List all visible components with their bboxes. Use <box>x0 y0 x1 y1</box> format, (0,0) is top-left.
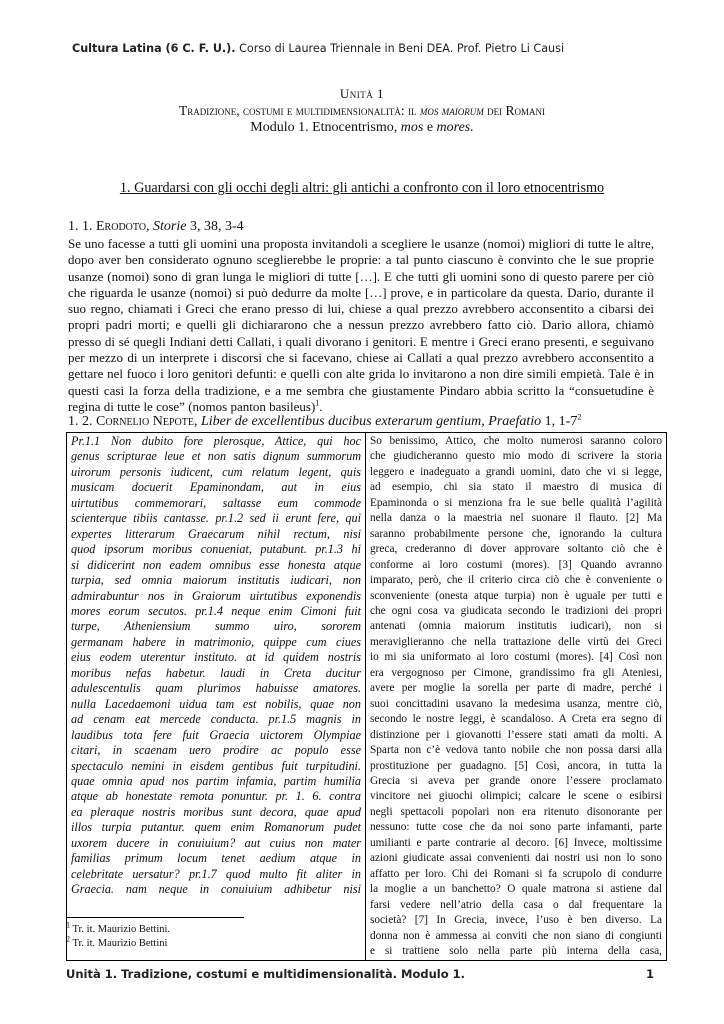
italian-line: umilianti e parte contrarie al decoro. [6] Invece, moltissime <box>370 836 662 849</box>
sub2-author: Cornelio Nepote <box>96 414 194 429</box>
course-description: Corso di Laurea Triennale in Beni DEA. Prof. Pietro Li Causi <box>235 42 565 55</box>
subsection-herodotus <box>68 219 244 235</box>
italian-line: ad esempio, chi sia stato il maestro di musica di <box>370 481 662 494</box>
running-header <box>72 42 564 55</box>
latin-line: scienterque tibiis cantasse. pr.1.2 sed ii erunt fere, qui <box>71 511 361 526</box>
italian-line: Sparta non c’è vedova tanto nobile che non possa darsi alla <box>370 744 662 757</box>
herodotus-line: gettare nel fuoco i loro genitori defunti: e quelli con alte grida lo invitarono a non dire simili empietà. Tale è in <box>68 366 654 382</box>
italian-line: Epaminonda o si menziona fra le sue belle qualità l’agilità <box>370 496 662 509</box>
herodotus-line: suo regno, chiamati i Greci che erano presso di lui, chiese a qual prezzo avrebbero acconsentito a cibarsi dei <box>68 301 654 317</box>
herodotus-line: usanze (nomoi) sono di gran lunga le migliori di tutte […]. E che tutti gli uomini sono di questo parere per ciò <box>68 268 654 284</box>
sub2-ref: 1, 1-7 <box>541 414 578 429</box>
latin-line: Graecia. nam neque in conuiuium adhibetur nisi <box>71 882 361 897</box>
page-number: 1 <box>645 967 654 981</box>
module-title-a: Modulo 1. Etnocentrismo, <box>250 120 401 135</box>
herodotus-line: propri padri morti; e quelli gli dichiararono che a nessun prezzo avrebbero fatto ciò. Dario allora, chiamò <box>68 317 654 333</box>
footnote-divider <box>66 917 244 918</box>
italian-line: farsi vedere nell’atrio della casa o dal frequentare la <box>370 898 662 911</box>
footnote-2-text: Tr. it. Maurizio Bettini <box>72 938 168 949</box>
latin-line: ad cenam eat mercede conducta. pr.1.5 magnis in <box>71 712 361 727</box>
table-row <box>67 433 667 961</box>
italian-line: azioni giudicate assai convenienti dai nostri usi non lo sono <box>370 852 662 865</box>
latin-line: turpia, sed omnia maiorum institutis iudicari, non <box>71 573 361 588</box>
italian-line: imparato, però, che il criterio circa ciò che è conveniente o <box>370 574 662 587</box>
italian-line: saranno probabilmente persone che, ignorando la cultura <box>370 527 662 540</box>
footnote-ref-2: 2 <box>577 412 582 422</box>
latin-line: celebritate uersatur? pr.1.7 quod multo fit aliter in <box>71 866 361 881</box>
italian-line: e si trattiene solo nella parte più interna della casa, <box>370 944 662 957</box>
footnote-1-text: Tr. it. Maurizio Bettini. <box>72 924 171 935</box>
footnote-2-marker: 2 <box>66 934 70 944</box>
italian-line: distinzione per i giovanotti l’essere stati amati da molti. A <box>370 728 662 741</box>
italian-line: vincitore nei giuochi olimpici; calcare le scene o esibirsi <box>370 790 662 803</box>
latin-line: nulla Lacedaemoni uidua tam est nobilis, quae non <box>71 696 361 711</box>
subsection-nepos <box>68 414 581 430</box>
latin-line: adulescentulis quam plurimos habuisse amatores. <box>71 681 361 696</box>
latin-line: mores eorum secutos. pr.1.4 neque enim Cimoni fuit <box>71 603 361 618</box>
herodotus-line: dopo aver ben considerato ognuno sceglierebbe le proprie: a tal punto ciascuno è convinto che le sue proprie <box>68 252 654 268</box>
parallel-text-table <box>66 432 667 961</box>
latin-line: uirorum personis iudicent, cum relatum legent, quis <box>71 464 361 479</box>
italian-line: avere per moglie la sorella per parte di madre, perché i <box>370 682 662 695</box>
footnote-1-marker: 1 <box>66 920 70 930</box>
italian-line: era vergognoso per Cimone, grandissimo fra gli Ateniesi, <box>370 666 662 679</box>
italian-line: Grecia si aveva per grande onore l’essere proclamato <box>370 774 662 787</box>
italian-line: prostituzione per guadagno. [5] Così, ancora, in tutta la <box>370 759 662 772</box>
italian-line: suoi concittadini usavano la medesima usanza, mentre ciò, <box>370 697 662 710</box>
unit-heading: Unità 1 <box>339 86 385 101</box>
sub1-author: Erodoto <box>96 219 147 234</box>
module-title-c: e <box>423 120 437 135</box>
section-heading: 1. Guardarsi con gli occhi degli altri: gli antichi a confronto con il loro etnocentrismo <box>119 180 605 196</box>
italian-line: società? [7] In Grecia, invece, l’uso è ben diverso. La <box>370 914 662 927</box>
latin-line: illos turpia putantur. quem enim Romanorum pudet <box>71 820 361 835</box>
module-title-b: mos <box>400 120 424 135</box>
latin-line: atque ab honestate remota ponuntur. pr. 1. 6. contra <box>71 789 361 804</box>
latin-line: eius eodem uterentur instituto. at id quidem nostris <box>71 650 361 665</box>
herodotus-last-text: regina di tutte le cose” (nomos panton basileus) <box>68 398 316 414</box>
footnote-1 <box>66 920 171 935</box>
sub1-sep: , <box>146 219 154 234</box>
latin-line: turpe, Atheniensium summo uiro, sororem <box>71 619 361 634</box>
herodotus-line: che riguarda le usanze (nomoi) si può dedurre da molte […] prove, e in particolare da questa. Dario, durante il <box>68 284 654 300</box>
latin-line: germanam habere in matrimonio, quippe cum ciues <box>71 634 361 649</box>
herodotus-line: Se uno facesse a tutti gli uomini una proposta invitandoli a scegliere le usanze (nomoi) migliori di tutte le altre, <box>68 236 654 251</box>
sub2-work: Liber de excellentibus ducibus exterarum gentium, Praefatio <box>200 414 542 429</box>
herodotus-line: per mezzo di un interprete i discorsi che si facevano, chiese ai Callati a qual prezzo avrebbero acconsentito a <box>68 350 654 366</box>
italian-line: secondo le nostre leggi, è scandaloso. A Creta era segno di <box>370 713 662 726</box>
latin-line: uxorem ducere in conuiuium? aut cuius non mater <box>71 835 361 850</box>
sub1-ref: 3, 38, 3-4 <box>186 219 244 234</box>
italian-line: leggero e inadeguato a grandi uomini, dato che vi si legge, <box>370 465 662 478</box>
footnote-2 <box>66 934 168 949</box>
italian-line: negli spettacoli popolari non era ritenuto disonorante per <box>370 805 662 818</box>
footnote-ref-1: 1 <box>315 398 320 408</box>
course-code: Cultura Latina (6 C. F. U.). <box>72 42 236 55</box>
unit-title-a: Tradizione, costumi e multidimensionalità: il <box>179 103 420 118</box>
latin-line: expertes litterarum Graecarum nihil rectum, nisi <box>71 526 361 541</box>
unit-title <box>0 103 724 119</box>
latin-line: admirabuntur nos in Graiorum uirtutibus exponendis <box>71 588 361 603</box>
italian-line: affatto per loro. Chi dei Romani si fa scrupolo di condurre <box>370 867 662 880</box>
latin-line: Pr.1.1 Non dubito fore plerosque, Attice, qui hoc <box>71 434 361 448</box>
italian-line: nessuno: tutte cose che da noi sono parte infamanti, parte <box>370 821 662 834</box>
latin-line: laudibus tota fere fuit Graecia uictorem Olympiae <box>71 727 361 742</box>
italian-line: la moglie a un banchetto? O quale matrona si astiene dal <box>370 883 662 896</box>
italian-line: meraviglieranno che nella trattazione delle virtù dei Greci <box>370 635 662 648</box>
latin-line: familias primum locum tenet aedium atque in <box>71 851 361 866</box>
latin-line: moribus nefas habetur. laudi in Creta ducitur <box>71 665 361 680</box>
running-footer: Unità 1. Tradizione, costumi e multidimensionalità. Modulo 1. <box>66 967 465 981</box>
latin-line: quod ipsorum moribus conueniat, putabunt. pr.1.3 hi <box>71 542 361 557</box>
latin-line: ea pleraque nostris moribus sunt decora, quae apud <box>71 804 361 819</box>
module-title-d: mores. <box>436 120 474 135</box>
sub2-sep: , <box>193 414 201 429</box>
latin-column <box>67 433 366 961</box>
italian-line: che ogni cosa va giudicata secondo le tradizioni dei propri <box>370 604 662 617</box>
italian-line: greca, crederanno di dover approvare soltanto ciò che è <box>370 543 662 556</box>
latin-line: musicam docuerit Epaminondam, aut in eius <box>71 480 361 495</box>
module-title <box>0 120 724 136</box>
italian-line: donna non è ammessa ai conviti che non siano di congiunti <box>370 929 662 942</box>
italian-line: nella danza o la maestria nel suonare il flauto. [2] Ma <box>370 512 662 525</box>
latin-line: citari, in scaenam uero prodire ac populo esse <box>71 743 361 758</box>
latin-line: si didicerint non eadem omnibus esse honesta atque <box>71 557 361 572</box>
herodotus-line: questi casi la forza della tradizione, e a me sembra che giustamente Pindaro abbia scritto la “consuetudine è <box>68 382 654 398</box>
italian-column <box>366 433 667 961</box>
herodotus-line: presso di sé quegli Indiani detti Callati, i quali divorano i genitori. E mentre i Greci erano presenti, e seguivano <box>68 333 654 349</box>
italian-line: conforme ai loro costumi (mores). [3] Quando avranno <box>370 558 662 571</box>
italian-line: So benissimo, Attico, che molto numerosi saranno coloro <box>370 435 662 447</box>
italian-line: io mi sia uniformato ai loro costumi (mores). [4] Così non <box>370 651 662 664</box>
latin-line: spectaculo nemini in eisdem gentibus fuit turpitudini. <box>71 758 361 773</box>
italian-line: antenati (omnia maiorum institutis iudicari), non si <box>370 620 662 633</box>
italian-line: che giudicheranno questo mio modo di scrivere la storia <box>370 450 662 463</box>
sub2-num: 1. 2. <box>68 414 96 429</box>
latin-line: genus scripturae leue et non satis dignum summorum <box>71 449 361 464</box>
sub1-work: Storie <box>153 219 187 234</box>
herodotus-line-last: regina di tutte le cose” (nomos panton basileus)$^1$. <box>68 398 323 414</box>
sub1-num: 1. 1. <box>68 219 96 234</box>
unit-title-c: dei Romani <box>483 103 545 118</box>
herodotus-paragraph <box>68 236 654 415</box>
latin-line: uirtutibus commemorari, saltasse eum commode <box>71 495 361 510</box>
unit-title-b: mos maiorum <box>419 103 484 118</box>
latin-line: quae omnia apud nos partim infamia, partim humilia <box>71 773 361 788</box>
italian-line: sconveniente (onesta atque turpia) non è uguale per tutti e <box>370 589 662 602</box>
